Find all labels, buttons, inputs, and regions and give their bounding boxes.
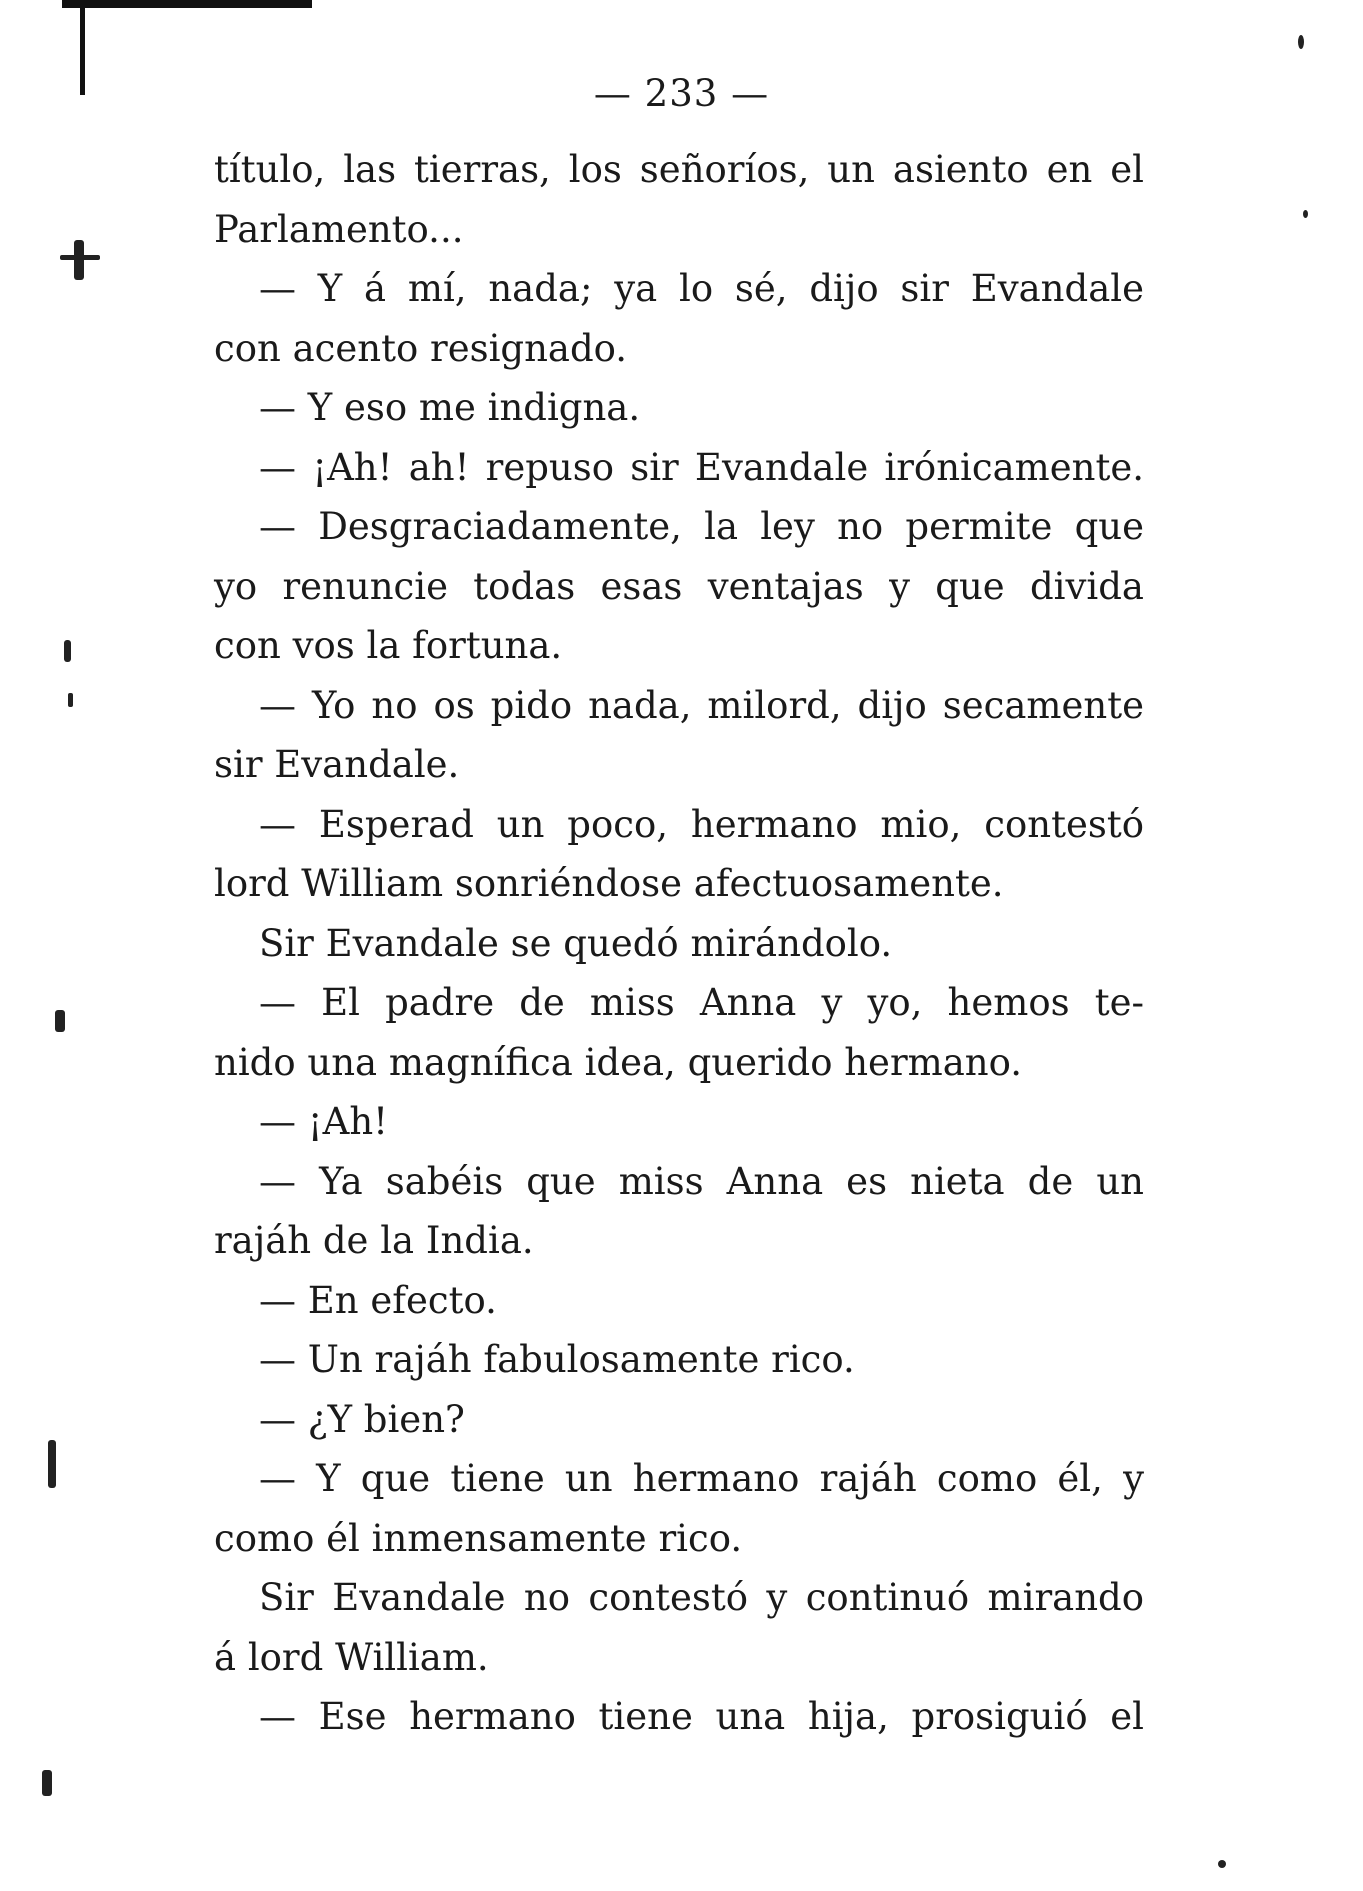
text-line: — Ese hermano tiene una hija, prosiguió el [259,1695,1144,1738]
margin-speck [42,1770,52,1796]
margin-speck [48,1440,56,1488]
margin-speck [1218,1860,1226,1868]
text-line: nido una magnífica idea, querido hermano. [214,1040,1023,1084]
text-line: — Desgraciadamente, la ley no permite que [259,505,1144,548]
scan-edge-mark [62,0,312,8]
margin-speck [1303,210,1308,218]
margin-speck [60,255,100,260]
text-line: Parlamento... [214,207,464,251]
text-line: — Y eso me indigna. [259,386,641,429]
page-number: — 233 — [593,72,770,115]
margin-speck [64,640,71,662]
text-line: á lord William. [214,1635,489,1679]
text-line: — Esperad un poco, hermano mio, contestó [259,802,1144,846]
text-line: — Y á mí, nada; ya lo sé, dijo sir Evandale [259,267,1144,310]
text-line: — ¡Ah! ah! repuso sir Evandale irónicamente. [259,445,1144,489]
text-line: lord William sonriéndose afectuosamente. [214,862,1004,905]
text-line: — Y que tiene un hermano rajáh como él, y [259,1457,1144,1500]
text-line: — En efecto. [259,1278,497,1322]
text-line: Sir Evandale se quedó mirándolo. [259,921,893,965]
text-line: — ¿Y bien? [259,1397,465,1441]
text-line: Sir Evandale no contestó y continuó mirando [259,1576,1144,1619]
text-line: como él inmensamente rico. [214,1516,743,1560]
text-line: con acento resignado. [214,326,628,370]
text-line: yo renuncie todas esas ventajas y que divida [214,564,1144,608]
text-line: — Un rajáh fabulosamente rico. [259,1338,855,1381]
text-line: título, las tierras, los señoríos, un asiento en el [214,148,1144,191]
margin-speck [74,240,84,280]
text-line: — Yo no os pido nada, milord, dijo secamente [259,683,1144,727]
body-text [214,140,1144,1747]
text-line: — Ya sabéis que miss Anna es nieta de un [259,1159,1144,1203]
margin-speck [55,1010,65,1032]
text-line: — El padre de miss Anna y yo, hemos te- [259,981,1144,1024]
text-line: rajáh de la India. [214,1219,534,1262]
text-line: sir Evandale. [214,743,460,786]
margin-speck [1298,35,1304,49]
margin-speck [68,693,73,707]
text-line: con vos la fortuna. [214,624,563,667]
text-line: — ¡Ah! [259,1100,389,1143]
